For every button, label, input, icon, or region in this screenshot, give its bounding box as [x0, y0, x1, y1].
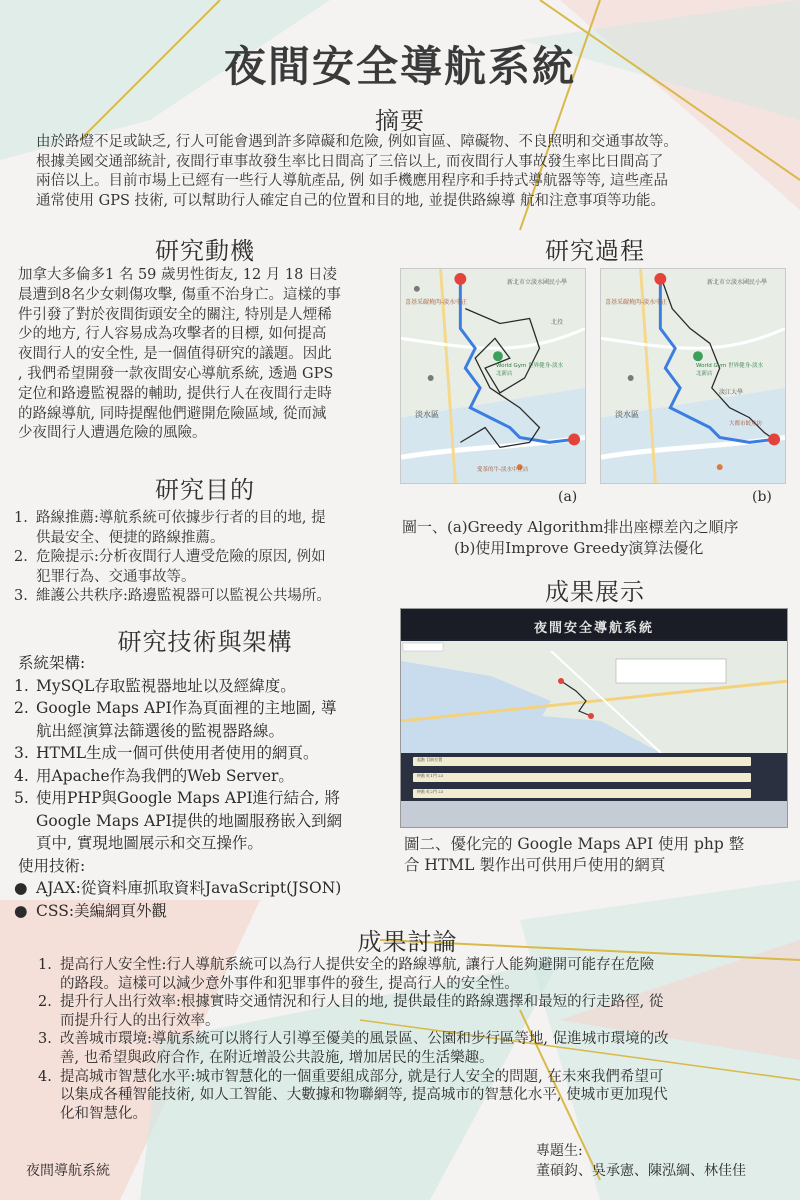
caption-line: 合 HTML 製作出可供用戶使用的網頁	[404, 856, 666, 874]
item-number: 1.	[14, 510, 28, 526]
map-label: 大都市餃魚坊	[729, 421, 763, 427]
map-label: World Gym 世界健身-淡水北新店	[496, 363, 564, 377]
item-number: 4.	[38, 1068, 52, 1085]
map-label: 新北市立淡水國民小學	[707, 279, 768, 286]
app-title: 夜間安全導航系統	[401, 609, 787, 639]
item-line: Google Maps API提供的地圖服務嵌入到網	[36, 811, 343, 830]
item-line: 善, 也希望與政府合作, 在附近增設公共設施, 增加居民的生活樂趣。	[60, 1049, 494, 1066]
item-number: 3.	[14, 588, 28, 604]
motivation-line: 件引發了對於夜間街頭安全的關注, 特別是人煙稀	[18, 306, 332, 323]
item-number: 2.	[38, 994, 52, 1011]
item-line: Google Maps API作為頁面裡的主地圖, 導	[36, 699, 337, 717]
item-number: 4.	[14, 766, 29, 785]
item-line: 提高城市智慧化水平:城市智慧化的一個重要組成部分, 就是行人安全的問題, 在未來我們希望可	[60, 1068, 664, 1085]
item-line: 路線推薦:導航系統可依據步行者的目的地, 提	[36, 510, 326, 526]
app-footer	[401, 801, 788, 828]
purpose-item	[14, 548, 389, 587]
motivation-line: , 我們希望開發一款夜間安心導航系統, 透過 GPS	[18, 365, 334, 382]
discussion-heading: 成果討論	[357, 928, 458, 956]
map-label: 新北市立淡水國民小學	[507, 279, 568, 286]
motivation-line: 加拿大多倫多1 名 59 歲男性街友, 12 月 18 日凌	[18, 267, 337, 283]
map-label: World Gym 世界健身-淡水北新店	[696, 363, 764, 377]
architecture-label: 系統架構:	[18, 654, 86, 672]
item-line: HTML生成一個可供使用者使用的網頁。	[36, 744, 319, 762]
architecture-item	[14, 742, 398, 765]
tech-heading: 研究技術與架構	[117, 628, 293, 656]
motivation-heading: 研究動機	[155, 237, 255, 265]
motivation-text	[18, 266, 388, 444]
discussion-list	[38, 956, 778, 1123]
item-line: 頁中, 實現地圖展示和交互操作。	[36, 834, 263, 852]
purpose-item	[14, 587, 389, 607]
results-heading: 成果展示	[545, 578, 645, 606]
caption-line: 圖一、(a)Greedy Algorithm排出座標差內之順序	[402, 518, 739, 536]
item-line: 提高行人安全性:行人導航系統可以為行人提供安全的路線導航, 讓行人能夠避開可能存在危險	[60, 957, 655, 973]
purpose-list	[14, 509, 389, 607]
motivation-line: 少的地方, 行人容易成為攻擊者的目標, 如何提高	[18, 326, 327, 343]
uses-label: 使用技術:	[18, 856, 86, 875]
item-line: 供最安全、便捷的路線推薦。	[36, 529, 225, 546]
process-heading: 研究過程	[545, 237, 645, 265]
item-number: 3.	[14, 744, 29, 762]
app-map	[401, 641, 788, 753]
caption-line: 圖二、優化完的 Google Maps API 使用 php 整	[404, 835, 745, 853]
item-line: 航出經演算法篩選後的監視器路線。	[36, 721, 285, 740]
purpose-heading: 研究目的	[155, 476, 255, 504]
figure1-caption	[400, 517, 790, 559]
abstract-text	[36, 133, 776, 211]
map-label: 愛茶的牛-淡水中正店	[477, 467, 529, 473]
item-line: 犯罪行為、交通事故等。	[36, 568, 196, 585]
uses-list	[14, 877, 398, 922]
item-number: 2.	[14, 699, 29, 717]
map-label: 淡江大學	[719, 389, 744, 396]
tech-section	[14, 652, 398, 922]
uses-item	[14, 900, 398, 923]
abstract-line: 通常使用 GPS 技術, 可以幫助行人確定自己的位置和目的地, 並提供路線導 航和注意事項等功能。	[36, 192, 666, 209]
architecture-item	[14, 765, 398, 788]
motivation-line: 定位和路邊監視器的輔助, 提供行人在夜間行走時	[18, 385, 332, 402]
map-label: 喜基采碳燒肉-淡水中正	[605, 299, 668, 306]
abstract-line: 兩倍以上。目前市場上已經有一些行人導航產品, 例 如手機應用程序和手持式導航器等等, 這些產品	[36, 173, 669, 189]
app-input-panel	[401, 753, 788, 801]
map-label: 北投	[551, 319, 564, 326]
uses-item	[14, 877, 398, 900]
item-line: 的路段。這樣可以減少意外事件和犯罪事件的發生, 提高行人的安全性。	[60, 975, 519, 992]
item-line: 改善城市環境:導航系統可以將行人引導至優美的風景區、公園和步行區等地, 促進城市環境的改	[60, 1031, 669, 1048]
abstract-line: 根據美國交通部統計, 夜間行車事故發生率比日間高了三倍以上, 而夜間行人事故發生率比日間高了	[36, 153, 664, 170]
figure2-caption	[404, 834, 790, 876]
item-number: 1.	[38, 957, 52, 973]
project-name: 夜間導航系統	[26, 1163, 110, 1179]
students-names: 董碩鈞、吳承憲、陳泓綱、林佳佳	[536, 1163, 746, 1179]
bullet-icon: ●	[14, 901, 28, 920]
item-line: MySQL存取監視器地址以及經緯度。	[36, 676, 296, 695]
caption-line: (b)使用Improve Greedy演算法優化	[454, 539, 704, 557]
item-line: 化和智慧化。	[60, 1105, 147, 1122]
uses-text: AJAX:從資料庫抓取資料JavaScript(JSON)	[36, 879, 342, 897]
item-line: 以集成各種智能技術, 如人工智能、大數據和物聯網等, 提高城市的智慧化水平, 使城市更加現代	[60, 1087, 668, 1104]
architecture-item	[14, 675, 398, 698]
item-line: 提升行人出行效率:根據實時交通情況和行人目的地, 提供最佳的路線選擇和最短的行走路徑, 從	[60, 994, 664, 1011]
route-map-a	[400, 268, 586, 484]
item-line: 用Apache作為我們的Web Server。	[36, 766, 294, 785]
uses-text: CSS:美編網頁外觀	[36, 901, 168, 920]
end-field-2[interactable]: 終點 紅2門 23	[413, 789, 751, 798]
discussion-item	[38, 993, 778, 1030]
item-number: 3.	[38, 1031, 52, 1048]
students-label: 專題生:	[536, 1143, 583, 1159]
architecture-item	[14, 787, 398, 855]
architecture-item	[14, 697, 398, 742]
end-field[interactable]: 終點 紅1門 23	[413, 773, 751, 782]
route-map-b	[600, 268, 786, 484]
item-number: 2.	[14, 549, 28, 565]
motivation-line: 的路線導航, 同時提醒他們避開危險區域, 從而減	[18, 405, 327, 422]
app-screenshot	[400, 608, 788, 828]
motivation-line: 少夜間行人遭遇危險的風險。	[18, 425, 207, 442]
map-label: 淡水區	[415, 410, 439, 419]
discussion-item	[38, 956, 778, 993]
map-label: 喜基采碳燒肉-淡水中正	[405, 299, 468, 306]
abstract-line: 由於路燈不足或缺乏, 行人可能會遇到許多障礙和危險, 例如盲區、障礙物、不良照明和交通事故等。	[36, 134, 678, 150]
figure-label-a: (a)	[558, 489, 578, 505]
motivation-line: 夜間行人的安全性, 是一個值得研究的議題。因此	[18, 346, 332, 363]
item-line: 使用PHP與Google Maps API進行結合, 將	[36, 789, 340, 807]
item-line: 維護公共秩序:路邊監視器可以監視公共場所。	[36, 588, 331, 604]
item-number: 5.	[14, 789, 29, 807]
motivation-line: 晨遭到8名少女刺傷攻擊, 傷重不治身亡。這樣的事	[18, 286, 341, 303]
item-number: 1.	[14, 676, 29, 695]
abstract-heading: 摘要	[375, 107, 425, 135]
item-line: 危險提示:分析夜間行人遭受危險的原因, 例如	[36, 549, 326, 565]
discussion-item	[38, 1068, 778, 1124]
purpose-item	[14, 509, 389, 548]
figure-label-b: (b)	[752, 489, 772, 505]
bullet-icon: ●	[14, 879, 28, 897]
architecture-list	[14, 675, 398, 855]
poster-title: 夜間安全導航系統	[223, 42, 576, 91]
map-label: 淡水區	[615, 410, 639, 419]
discussion-item	[38, 1030, 778, 1067]
start-field[interactable]: 起點 目前位置	[413, 757, 751, 766]
item-line: 而提升行人的出行效率。	[60, 1012, 220, 1029]
